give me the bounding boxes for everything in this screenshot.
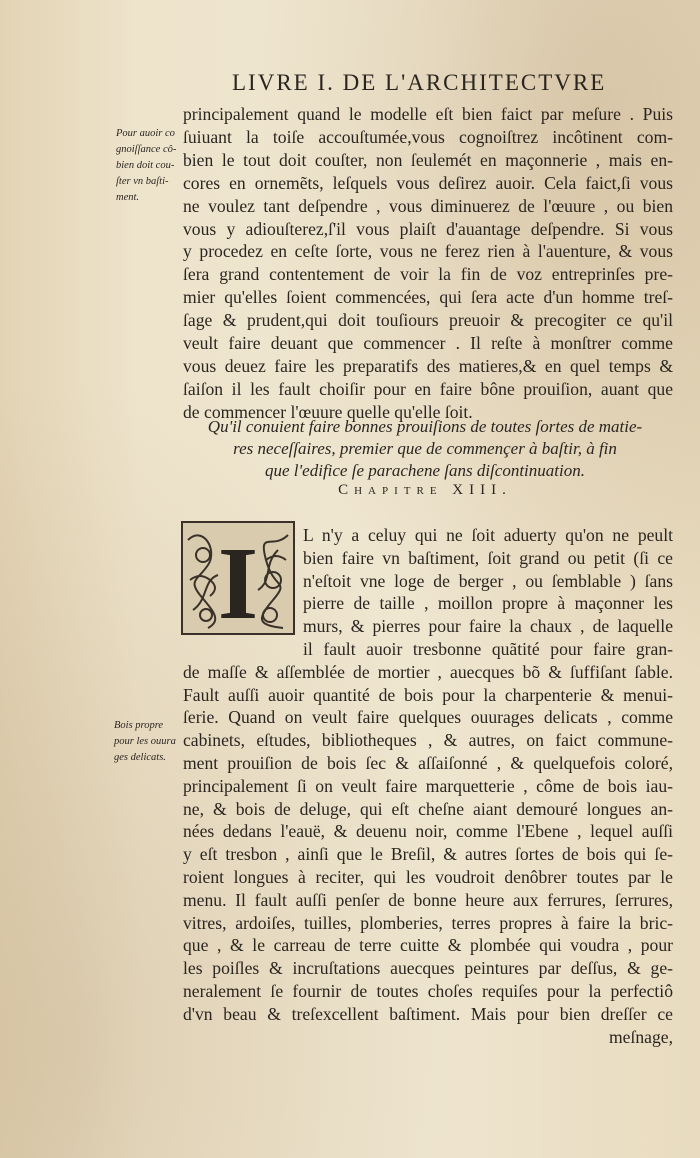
- text-line: ne voulez tant deſpendre , vous diminuerez de l'œuure , ou bien: [183, 195, 673, 216]
- text-line: y eſt tresbon , ainſi que le Breſil, & autres ſortes de bois qui ſe-: [183, 844, 673, 865]
- margin-note-line: Bois propre: [114, 720, 164, 731]
- text-line: bien le tout doit couſter, non ſeulemét en maçonnerie , mais en-: [183, 149, 673, 170]
- catchword: meſnage,: [609, 1026, 673, 1047]
- text-line: mier qu'elles ſoient commencées, qui ſera acte d'un homme treſ-: [183, 287, 673, 308]
- margin-note-line: ment.: [116, 192, 140, 203]
- chapter-title-line: que l'edifice ſe parachene ſans diſcontinuation.: [265, 461, 585, 480]
- text-line: pierre de taille , moillon propre à maçonner les: [303, 593, 673, 614]
- text-line: vous deuez faire les preparatifs des matieres,& en quel temps &: [183, 355, 673, 376]
- margin-note-line: gnoiſſance cô-: [116, 144, 177, 155]
- chapter-title: [190, 416, 660, 482]
- margin-note-line: pour les ouura: [114, 736, 176, 747]
- text-line: d'vn beau & treſexcellent baſtiment. Mais pour bien dreſſer ce: [183, 1003, 673, 1024]
- text-line: que , & le carreau de terre cuitte & plombée qui voudra , pour: [183, 935, 673, 956]
- text-line: il fault auoir tresbonne quãtité pour faire gran-: [303, 638, 673, 659]
- text-line: principalement quand le modelle eſt bien faict par meſure . Puis: [183, 104, 673, 124]
- margin-note-cost: [116, 126, 186, 206]
- text-line: ſerie. Quand on veult faire quelques ouurages delicats , comme: [183, 707, 673, 728]
- text-line: de maſſe & aſſemblée de mortier , auecques bõ & ſuffiſant ſable.: [183, 661, 673, 682]
- margin-note-wood: [114, 718, 184, 766]
- chapter-number: Chapitre XIII.: [338, 482, 512, 498]
- initial-letter: I: [217, 526, 259, 638]
- text-line: cores en ornemẽts, leſquels vous deſirez auoir. Cela faict,ſi vous: [183, 172, 673, 193]
- text-line: ſera grand contentement de voir la fin de voz entreprinſes pre-: [183, 264, 673, 285]
- text-line: ment prouiſion de bois ſec & aſſaiſonné , & quelquefois coloré,: [183, 752, 673, 773]
- text-line: nées dedans l'eauë, & deuenu noir, comme l'Ebene , lequel auſſi: [183, 821, 673, 842]
- text-line: ſage & prudent,qui doit touſiours preuoir & precogiter ce qu'il: [183, 310, 673, 331]
- text-line: ſaiſon il les fault choiſir pour en faire bône prouiſion, auant que: [183, 378, 673, 399]
- text-line: ne, & bois de deluge, qui eſt cheſne aiant demouré longues an-: [183, 798, 673, 819]
- text-line: vous y adiouſterez,ſ'il vous plaiſt d'auantage deſpendre. Si vous: [183, 218, 673, 239]
- text-line: bien faire vn baſtiment, ſoit grand ou petit (ſi ce: [303, 547, 673, 568]
- chapter-title-line: Qu'il conuient faire bonnes prouiſions de toutes ſortes de matie-: [207, 417, 643, 436]
- margin-note-line: ſter vn baſti-: [116, 176, 169, 187]
- text-line: neralement ſe fournir de toutes choſes requiſes pour la perfectiô: [183, 980, 673, 1001]
- text-line: les poiſles & incruſtations auecques peintures par deſſus, & ge-: [183, 958, 673, 979]
- paragraph-1: [183, 103, 673, 424]
- text-line: roient longues à reciter, qui les voudroit denôbrer toutes par le: [183, 866, 673, 887]
- paragraph-2: [183, 524, 673, 1048]
- text-line: L n'y a celuy qui ne ſoit aduerty qu'on ne peult: [303, 525, 673, 545]
- text-line: vitres, ardoiſes, tuilles, plomberies, terres propres à faire la bric-: [183, 912, 673, 933]
- margin-note-line: ges delicats.: [114, 752, 166, 763]
- text-line: y procedez en ceſte ſorte, vous ne ferez rien à l'auenture, & vous: [183, 241, 673, 262]
- text-line: menu. Il fault auſſi penſer de bonne heure aux ferrures, ſerrures,: [183, 889, 673, 910]
- text-line: Fault auſſi auoir quantité de bois pour la charpenterie & menui-: [183, 684, 673, 705]
- running-head: LIVRE I. DE L'ARCHITECTVRE: [232, 70, 607, 95]
- text-line: veult faire deuant que commencer . Il reſte à monſtrer comme: [183, 333, 673, 354]
- text-line: de commencer l'œuure quelle qu'elle ſoit.: [183, 401, 473, 422]
- text-line: murs, & pierres pour faire la chaux , de laquelle: [303, 616, 673, 637]
- text-line: ſuiuant la toiſe accouſtumée,vous cognoiſtrez incôtinent com-: [183, 126, 673, 147]
- margin-note-line: bien doit cou-: [116, 160, 175, 171]
- text-line: cabinets, eſtudes, bibliotheques , & autres, on faict commune-: [183, 730, 673, 751]
- chapter-title-line: res neceſſaires, premier que de commençer à baſtir, à fin: [233, 439, 617, 458]
- margin-note-line: Pour auoir co: [116, 128, 175, 139]
- text-line: principalement ſi on veult faire marquetterie , côme de bois iau-: [183, 775, 673, 796]
- text-line: n'eſtoit vne loge de berger , ou ſemblable ) ſans: [303, 570, 673, 591]
